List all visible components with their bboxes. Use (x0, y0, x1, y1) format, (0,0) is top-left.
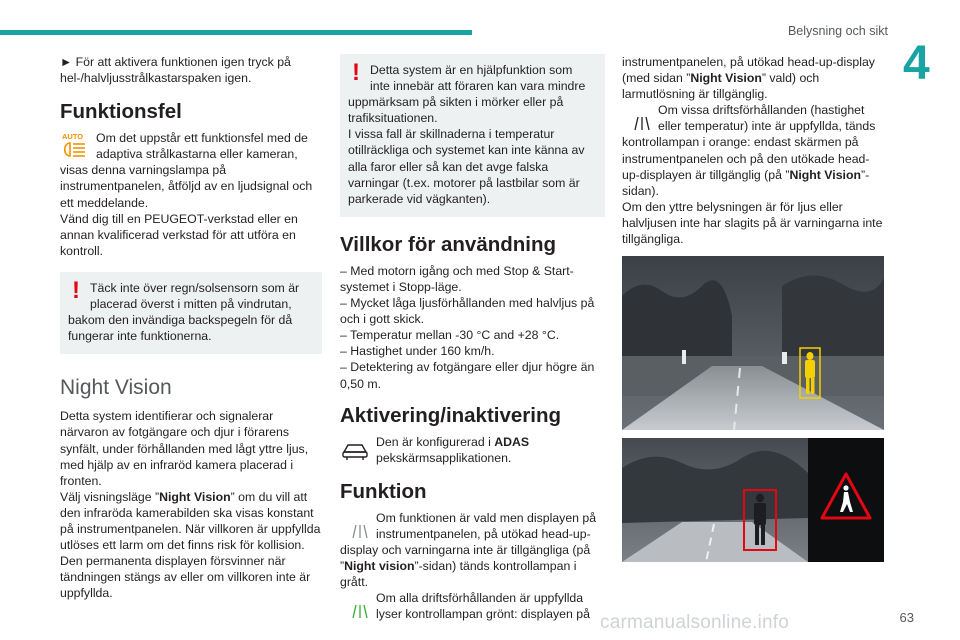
page-number: 63 (899, 610, 914, 625)
column-1 (60, 54, 322, 601)
column-3-paragraph-1: instrumentpanelen, på utökad head-up-display (med sidan ”Night Vision” vald) och larmutlösning är tillgänglig. (622, 55, 875, 102)
villkor-heading: Villkor för användning (340, 232, 557, 256)
warning-exclamation-icon: ! (72, 276, 80, 304)
night-vision-image-pedestrian (622, 256, 884, 430)
funktion-green-block (340, 590, 605, 622)
list-item: – Mycket låga ljusförhållanden med halvljus på och i gott skick. (340, 296, 595, 327)
warning-box-assist (340, 54, 605, 217)
warning-text-assist-2: I vissa fall är skillnaderna i temperatur otillräckliga och systemet kan inte känna av alla faror eller så kan det avge falska varningar (t.ex. motorer på lastbilar som är parkerade vid vägkanten). (348, 127, 585, 206)
watermark: carmanualsonline.info (600, 612, 790, 633)
section-title: Belysning och sikt (787, 24, 888, 38)
night-vision-paragraph-1: Detta system identifierar och signalerar närvaron av fotgängare och djur i förarens synfält, under förhållanden med lågt yttre ljus, med hjälp av en infraröd kamera placerad i fronten. (60, 409, 309, 488)
night-vision-green-indicator-icon (340, 591, 370, 619)
warning-exclamation-icon: ! (352, 59, 360, 86)
night-vision-image-collision-warning (622, 438, 884, 562)
svg-text:AUTO: AUTO (62, 132, 84, 142)
list-item: – Detektering av fotgängare eller djur högre än 0,50 m. (340, 360, 595, 391)
night-vision-orange-indicator-icon (622, 103, 652, 131)
orange-indicator-block (622, 102, 884, 199)
intro-text: ► För att aktivera funktionen igen tryck på hel-/halvljusstrålkastarspaken igen. (60, 55, 291, 86)
funktionsfel-block (60, 130, 322, 259)
warning-text-assist: Detta system är en hjälpfunktion som inte innebär att föraren kan vara mindre uppmärksam på sikten i mörker eller på trafiksituationen. (348, 63, 586, 126)
funktionsfel-text-2: Vänd dig till en PEUGEOT-verkstad eller en annan kvalificerad verkstad för att utföra en kontroll. (60, 211, 298, 258)
warning-box-sensor (60, 272, 322, 354)
funktion-grey-block (340, 510, 605, 590)
chapter-number: 4 (903, 37, 930, 90)
column-2 (340, 54, 605, 622)
villkor-list (340, 263, 605, 392)
funktionsfel-text: Om det uppstår ett funktionsfel med de adaptiva strålkastarna eller kameran, visas denna varningslampa på instrumentpanelen, åtföljd av en ljudsignal och ett meddelande. (60, 131, 313, 210)
night-vision-paragraph-2: Välj visningsläge ”Night Vision” om du vill att den infraröda kamerabilden ska visas konstant på instrumentpanelen. När villkoren är uppfyllda utlöses ett larm om det finns risk för kollision. (60, 489, 321, 553)
column-3-paragraph-3: Om den yttre belysningen är för ljus eller halvljusen inte har slagits på är varningarna inte tillgängliga. (622, 199, 883, 247)
header-accent-bar (0, 30, 472, 35)
car-adas-icon (340, 435, 370, 463)
funktion-text-grey: Om funktionen är vald men displayen på instrumentpanelen, på utökad head-up-display och varningarna inte är tillgängliga (på ”Night vision”-sidan) tänds kontrollampan i grått. (340, 510, 597, 590)
aktivering-block (340, 434, 605, 466)
list-item: – Hastighet under 160 km/h. (340, 344, 495, 359)
night-vision-grey-indicator-icon (340, 511, 370, 539)
column-3 (622, 54, 884, 247)
adaptive-headlamp-warning-icon (60, 131, 90, 159)
orange-indicator-text: Om vissa driftsförhållanden (hastighet eller temperatur) inte är uppfyllda, tänds kontrollampan i orange: endast skärmen på instrumentpanelen och på den utökade head-up-displayen är tillgänglig (på ”Night Vision”-sidan). (622, 103, 876, 198)
warning-text-sensor: Täck inte över regn/solsensorn som är placerad överst i mitten på vindrutan, bakom den invändiga backspegeln för då fungerar inte funktionerna. (68, 280, 300, 344)
night-vision-paragraph-3: Den permanenta displayen försvinner när tändningen stängs av eller om villkoren inte är uppfyllda. (60, 554, 311, 601)
aktivering-text: Den är konfigurerad i ADAS pekskärmsapplikationen. (376, 434, 530, 465)
funktion-heading: Funktion (340, 479, 427, 503)
list-item: – Temperatur mellan -30 °C and +28 °C. (340, 328, 560, 343)
funktion-text-green: Om alla driftsförhållanden är uppfyllda lyser kontrollampan grönt: displayen på (376, 591, 590, 622)
list-item: – Med motorn igång och med Stop & Start-systemet i Stopp-läge. (340, 263, 574, 294)
aktivering-heading: Aktivering/inaktivering (340, 403, 562, 427)
night-vision-heading: Night Vision (60, 376, 172, 400)
funktionsfel-heading: Funktionsfel (60, 100, 182, 124)
